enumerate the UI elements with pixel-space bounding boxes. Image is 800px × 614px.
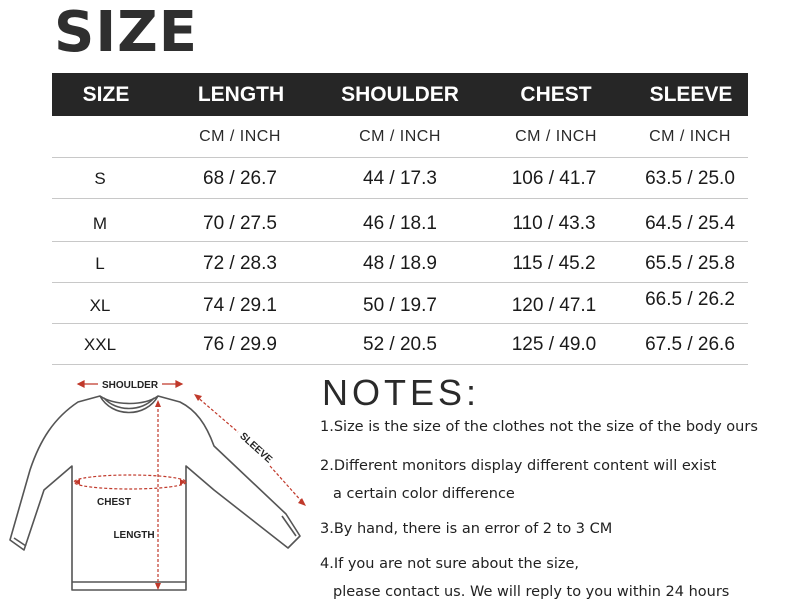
header-length: LENGTH [197, 83, 285, 106]
cell-size: XXL [83, 335, 117, 354]
cell-sleeve: 67.5 / 26.6 [645, 334, 735, 355]
length-measure [155, 400, 161, 590]
cell-size: L [95, 254, 105, 273]
cell-shoulder: 46 / 18.1 [363, 213, 437, 234]
cell-sleeve: 65.5 / 25.8 [645, 253, 735, 274]
chest-measure [74, 475, 186, 489]
cell-shoulder: 48 / 18.9 [363, 253, 437, 274]
cell-sleeve: 63.5 / 25.0 [645, 168, 735, 189]
cell-chest: 110 / 43.3 [512, 213, 596, 234]
cell-length: 76 / 29.9 [203, 334, 277, 355]
cell-chest: 115 / 45.2 [512, 253, 596, 274]
cell-length: 68 / 26.7 [203, 168, 277, 189]
cell-chest: 125 / 49.0 [511, 334, 597, 355]
chest-label: CHEST [97, 497, 131, 508]
header-chest: CHEST [520, 83, 592, 106]
notes-title: NOTES: [322, 372, 481, 413]
note-item: 1.Size is the size of the clothes not the size of the body ours [320, 419, 758, 435]
note-item: 3.By hand, there is an error of 2 to 3 CM [320, 521, 613, 537]
row-divider [52, 198, 748, 199]
cell-length: 70 / 27.5 [203, 213, 277, 234]
cell-size: M [92, 214, 108, 233]
cell-size: S [94, 169, 106, 188]
note-item: 2.Different monitors display different content will exist [320, 458, 717, 474]
units-chest: CM / INCH [515, 128, 597, 145]
table-row [0, 327, 800, 363]
sleeve-label: SLEEVE [237, 430, 275, 466]
note-item: 4.If you are not sure about the size, [320, 556, 579, 572]
header-shoulder: SHOULDER [341, 83, 459, 106]
cell-sleeve: 66.5 / 26.2 [645, 289, 735, 310]
table-header [52, 73, 748, 116]
table-row [0, 161, 800, 197]
cell-chest: 120 / 47.1 [511, 295, 597, 316]
note-item: please contact us. We will reply to you within 24 hours [333, 584, 730, 600]
table-row [0, 246, 800, 282]
length-label: LENGTH [113, 530, 155, 541]
cell-shoulder: 50 / 19.7 [363, 295, 437, 316]
shirt-measurement-diagram [0, 370, 318, 614]
cell-shoulder: 44 / 17.3 [363, 168, 437, 189]
cell-chest: 106 / 41.7 [511, 168, 597, 189]
cell-shoulder: 52 / 20.5 [363, 334, 437, 355]
header-sleeve: SLEEVE [649, 83, 733, 106]
table-row [0, 206, 800, 242]
row-divider [52, 364, 748, 365]
shirt-outline [10, 396, 300, 590]
header-size: SIZE [82, 83, 130, 106]
cell-size: XL [89, 296, 111, 315]
row-divider [52, 157, 748, 158]
table-row [0, 288, 800, 324]
shoulder-label: SHOULDER [101, 380, 159, 391]
units-sleeve: CM / INCH [649, 128, 731, 145]
cell-length: 74 / 29.1 [203, 295, 277, 316]
cell-length: 72 / 28.3 [203, 253, 277, 274]
cell-sleeve: 64.5 / 25.4 [645, 213, 735, 234]
units-shoulder: CM / INCH [359, 128, 441, 145]
note-item: a certain color difference [333, 486, 515, 502]
page-title: SIZE [54, 0, 199, 65]
units-length: CM / INCH [199, 128, 281, 145]
